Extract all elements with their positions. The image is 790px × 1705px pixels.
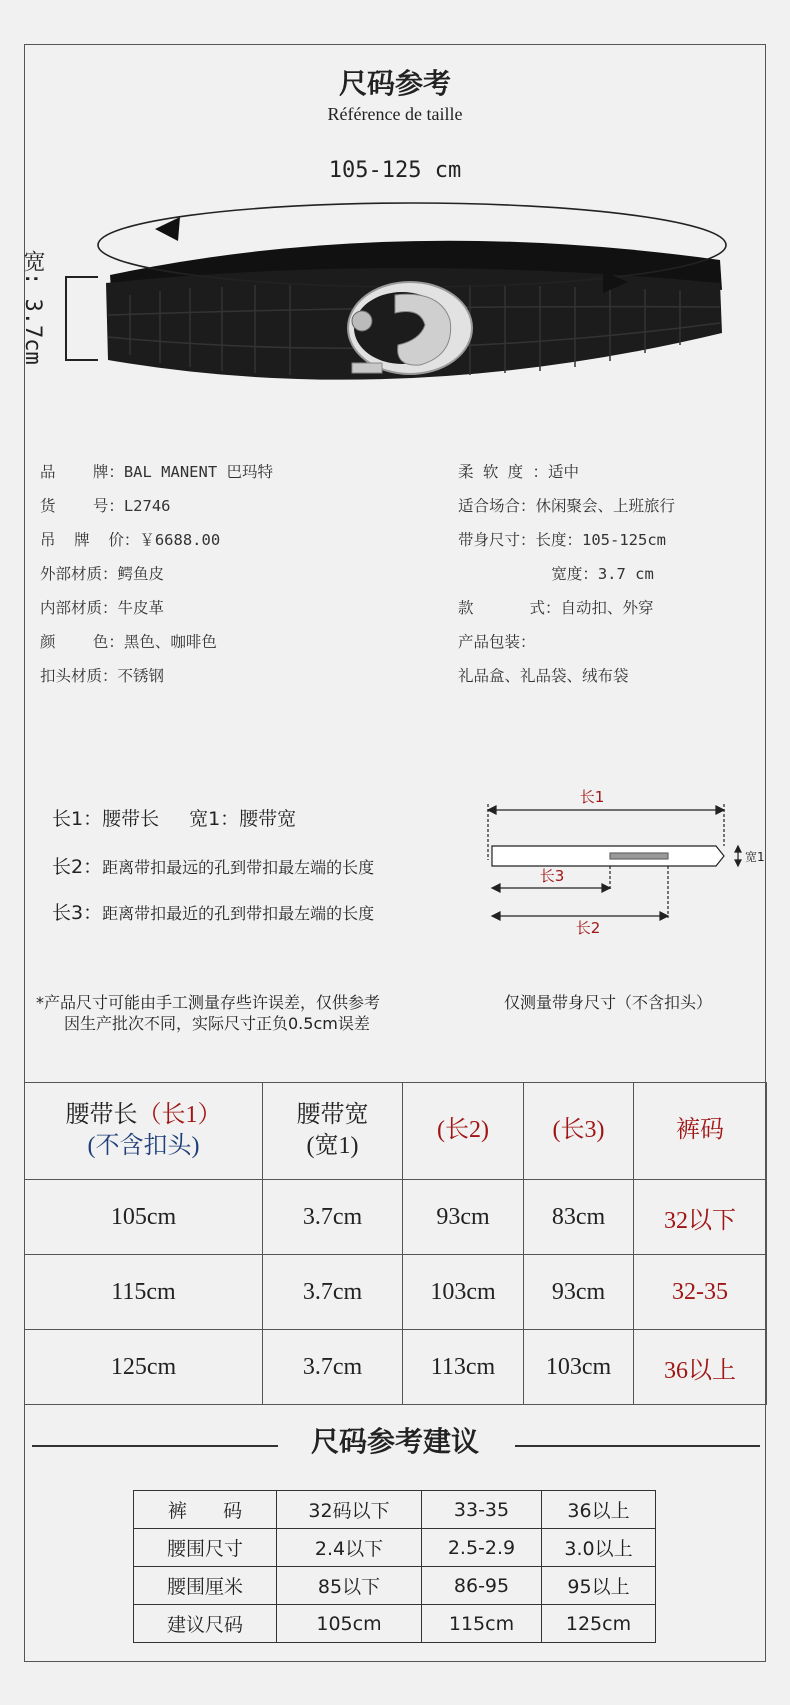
spec-row: 货 号：L2746 xyxy=(40,497,171,515)
cell-value: 2.4以下 xyxy=(277,1529,422,1567)
cell-width: 3.7cm xyxy=(263,1180,403,1255)
belt-illustration xyxy=(0,195,790,435)
spec-row: 礼品盒、礼品袋、绒布袋 xyxy=(458,667,629,685)
cell-value: 105cm xyxy=(277,1605,422,1643)
cell-value: 125cm xyxy=(542,1605,656,1643)
table-row xyxy=(134,1605,656,1643)
legend-line-3: 长3：距离带扣最近的孔到带扣最左端的长度 xyxy=(52,902,375,924)
cell-len2: 93cm xyxy=(403,1180,524,1255)
spec-row: 柔 软 度 ：适中 xyxy=(458,463,580,481)
cell-value: 33-35 xyxy=(422,1491,542,1529)
table-row xyxy=(134,1567,656,1605)
cell-value: 86-95 xyxy=(422,1567,542,1605)
spec-row: 外部材质：鳄鱼皮 xyxy=(40,565,165,583)
cell-pants-size: 32以下 xyxy=(634,1180,767,1255)
length-range: 105-125 cm xyxy=(328,158,462,183)
cell-width: 3.7cm xyxy=(263,1255,403,1330)
cell-row-label: 腰围厘米 xyxy=(134,1567,277,1605)
table-row xyxy=(134,1491,656,1529)
spec-row: 吊 牌 价：￥6688.00 xyxy=(40,531,221,549)
cell-len3: 83cm xyxy=(524,1180,634,1255)
spec-row: 扣头材质：不锈钢 xyxy=(40,667,165,685)
cell-len2: 103cm xyxy=(403,1255,524,1330)
table-row xyxy=(134,1529,656,1567)
cell-row-label: 建议尺码 xyxy=(134,1605,277,1643)
cell-length: 125cm xyxy=(25,1330,263,1405)
dragon-buckle-icon xyxy=(348,282,472,374)
spec-row: 适合场合：休闲聚会、上班旅行 xyxy=(458,497,676,515)
cell-value: 85以下 xyxy=(277,1567,422,1605)
suggestion-title: 尺码参考建议 xyxy=(310,1425,479,1458)
spec-row: 品 牌：BAL MANENT 巴玛特 xyxy=(40,463,273,481)
legend-line-2: 长2：距离带扣最远的孔到带扣最左端的长度 xyxy=(52,856,375,878)
cell-len3: 93cm xyxy=(524,1255,634,1330)
cell-length: 105cm xyxy=(25,1180,263,1255)
cell-value: 95以上 xyxy=(542,1567,656,1605)
cell-row-label: 腰围尺寸 xyxy=(134,1529,277,1567)
table-header-row xyxy=(25,1083,767,1180)
header-belt-length: 腰带长（长1） (不含扣头) xyxy=(25,1083,263,1180)
cell-len3: 103cm xyxy=(524,1330,634,1405)
page-title: 尺码参考 xyxy=(338,67,451,100)
note-line-2: 因生产批次不同，实际尺寸正负0.5cm误差 xyxy=(64,1014,370,1033)
header-belt-width: 腰带宽 (宽1) xyxy=(263,1083,403,1180)
cell-value: 115cm xyxy=(422,1605,542,1643)
width-bracket xyxy=(66,277,98,360)
cell-width: 3.7cm xyxy=(263,1330,403,1405)
cell-row-label: 裤 码 xyxy=(134,1491,277,1529)
len1-label: 长1 xyxy=(579,788,605,806)
cell-pants-size: 32-35 xyxy=(634,1255,767,1330)
note-right: 仅测量带身尺寸（不含扣头） xyxy=(504,993,713,1012)
cell-value: 2.5-2.9 xyxy=(422,1529,542,1567)
header-len3: (长3) xyxy=(524,1083,634,1180)
spec-row: 宽度：3.7 cm xyxy=(551,565,654,583)
cell-pants-size: 36以上 xyxy=(634,1330,767,1405)
legend-line-1: 长1：腰带长 宽1：腰带宽 xyxy=(52,808,297,830)
specs-right xyxy=(458,460,675,698)
spec-row: 颜 色：黑色、咖啡色 xyxy=(40,633,217,651)
table-row xyxy=(25,1180,767,1255)
size-table xyxy=(24,1082,767,1405)
spec-row: 内部材质：牛皮革 xyxy=(40,599,165,617)
wid1-label: 宽1 xyxy=(745,850,765,864)
cell-length: 115cm xyxy=(25,1255,263,1330)
cell-value: 3.0以上 xyxy=(542,1529,656,1567)
table-row xyxy=(25,1330,767,1405)
note-line-1: *产品尺寸可能由手工测量存些许误差，仅供参考 xyxy=(36,993,381,1012)
measurement-diagram xyxy=(480,780,770,940)
spec-row: 款 式：自动扣、外穿 xyxy=(458,599,654,617)
page-subtitle: Référence de taille xyxy=(327,104,463,124)
suggestion-table xyxy=(133,1490,656,1643)
len3-label: 长3 xyxy=(539,867,565,885)
header-len2: (长2) xyxy=(403,1083,524,1180)
len2-label: 长2 xyxy=(575,919,601,937)
spec-row: 带身尺寸：长度：105-125cm xyxy=(458,531,667,549)
cell-value: 36以上 xyxy=(542,1491,656,1529)
width-label: 宽: 3.7cm xyxy=(20,250,45,365)
cell-len2: 113cm xyxy=(403,1330,524,1405)
specs-left xyxy=(40,460,273,698)
spec-row: 产品包装： xyxy=(458,633,536,651)
cell-value: 32码以下 xyxy=(277,1491,422,1529)
header-pants-size: 裤码 xyxy=(634,1083,767,1180)
table-row xyxy=(25,1255,767,1330)
